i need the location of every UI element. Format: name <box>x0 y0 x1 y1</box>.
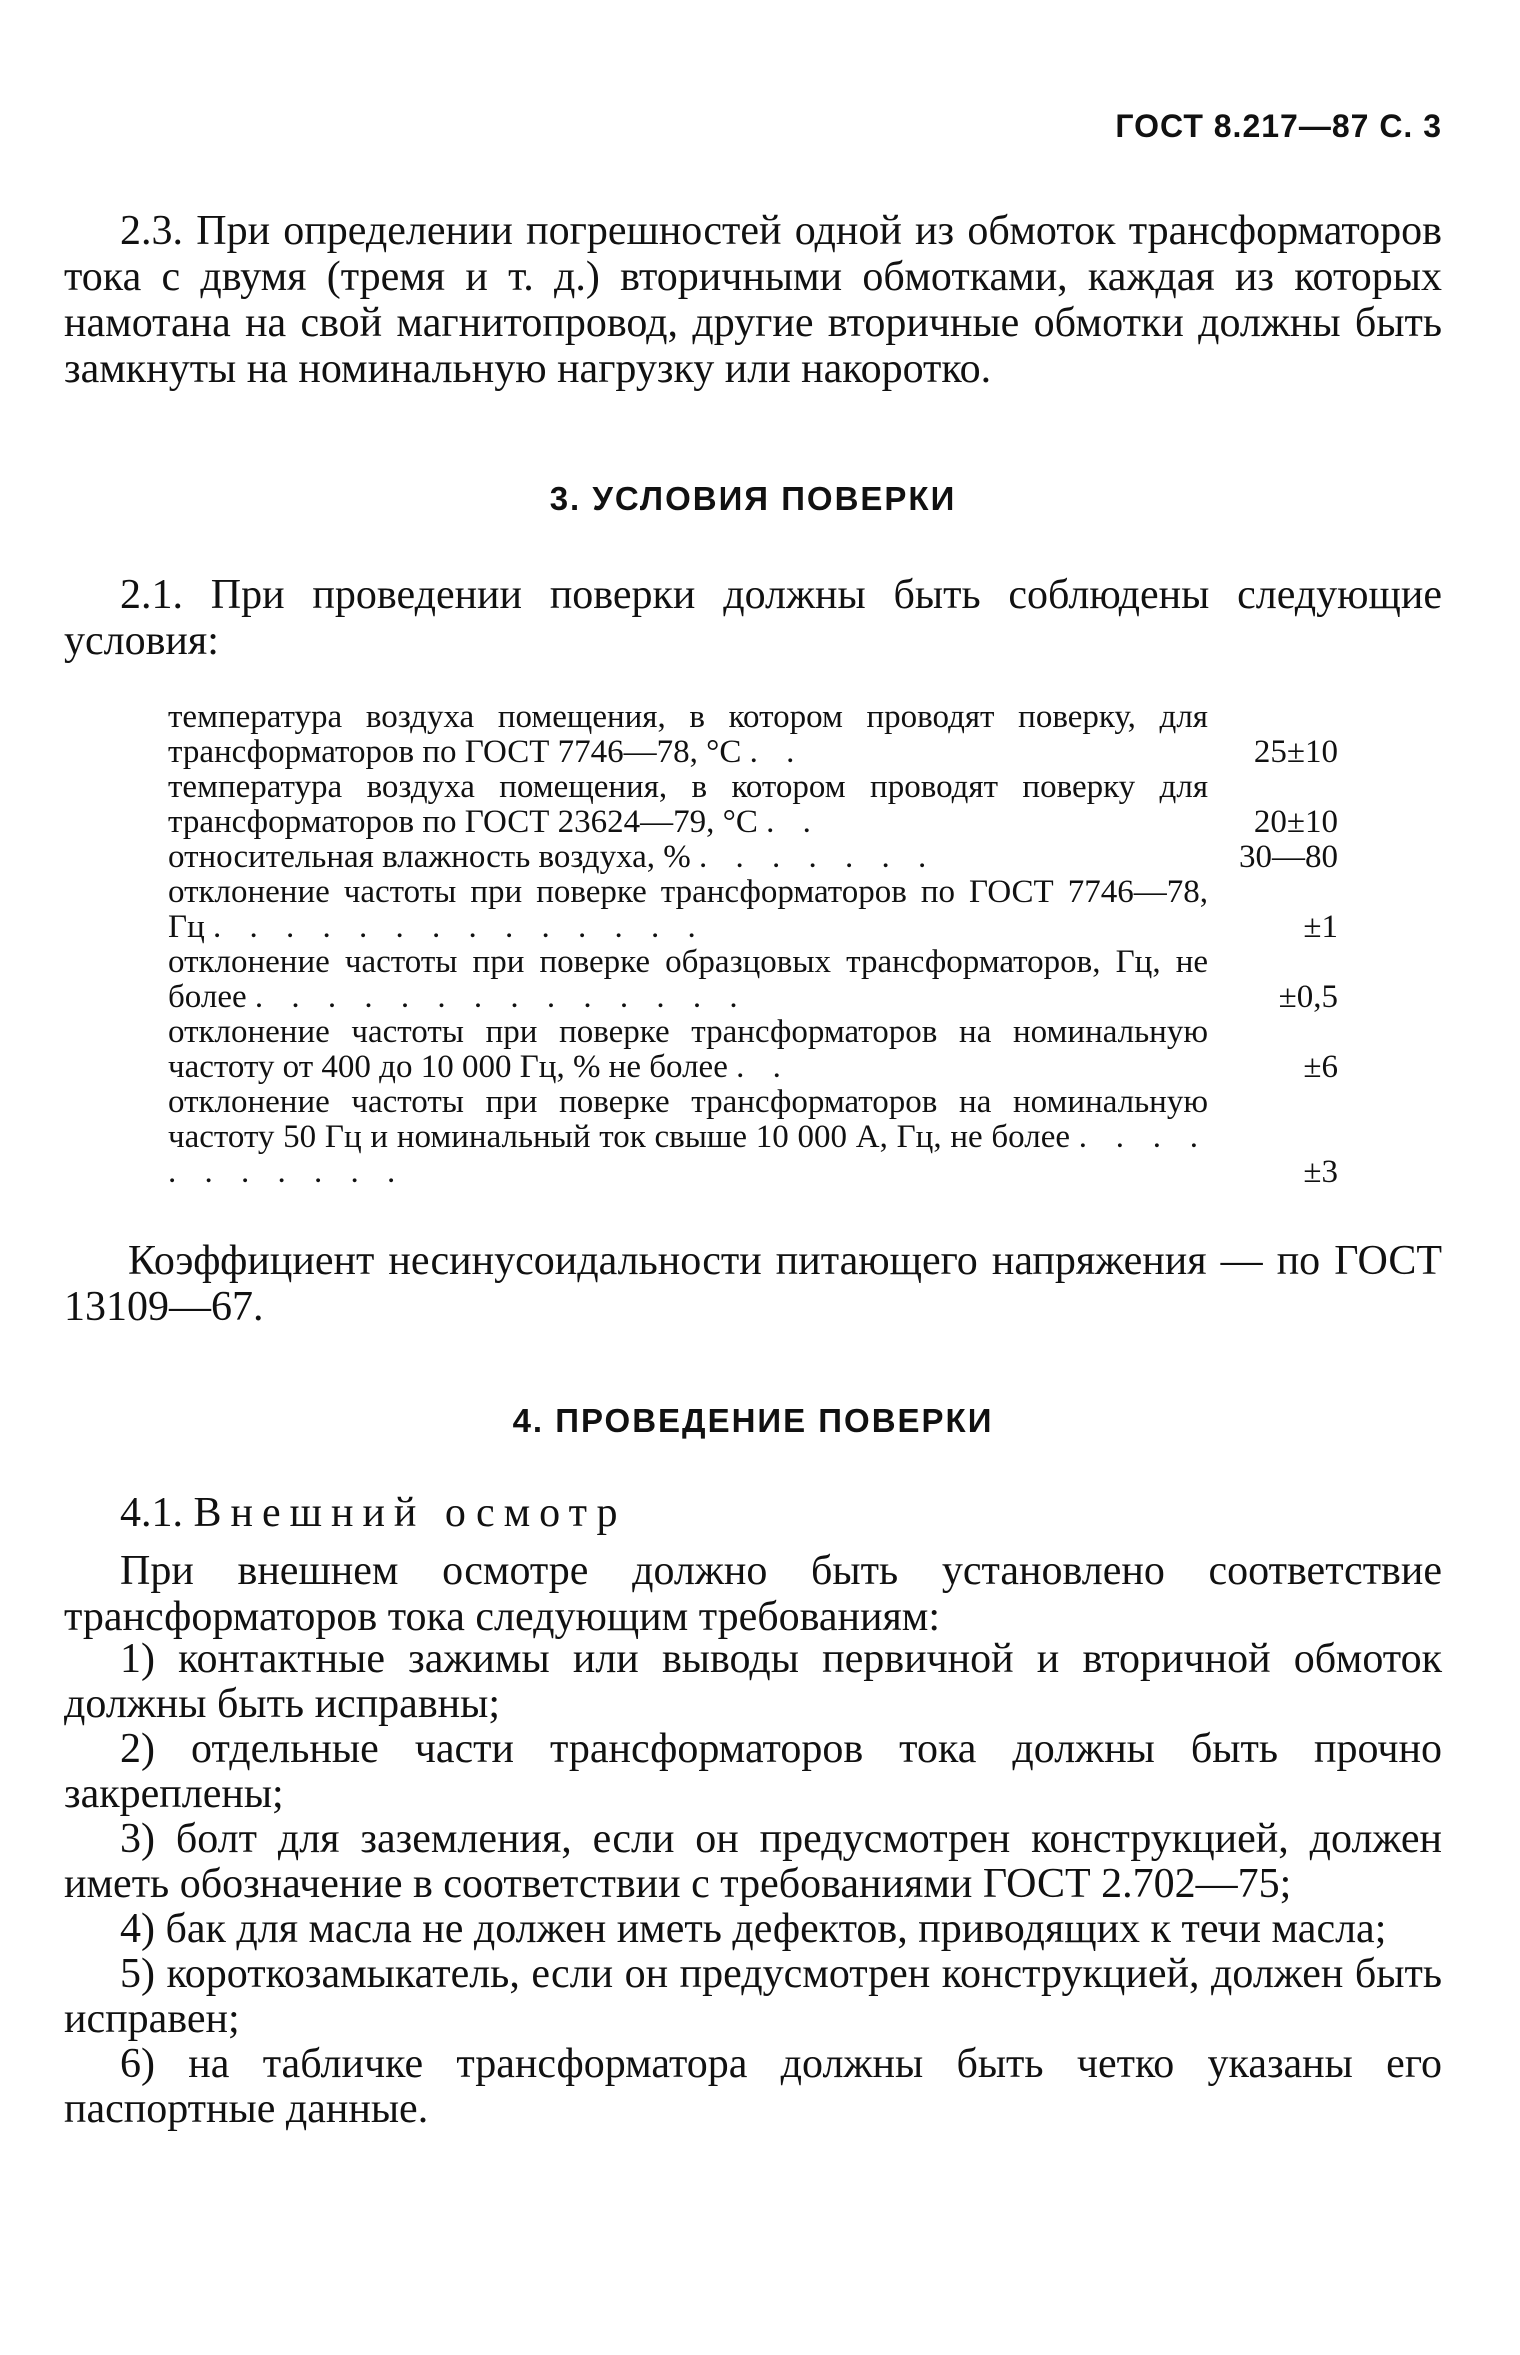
condition-value: 30—80 <box>1239 839 1338 875</box>
condition-row <box>168 875 1338 945</box>
subsection-title: Внешний осмотр <box>193 1490 627 1536</box>
leader-dots: . . . . . . . . . . . . . . <box>254 979 748 1015</box>
condition-row <box>168 840 1338 875</box>
condition-row <box>168 945 1338 1015</box>
subsection-4-1-heading <box>64 1490 1442 1536</box>
conditions-table <box>168 700 1338 1190</box>
condition-row <box>168 1015 1338 1085</box>
list-item: 2) отдельные части трансформаторов тока должны быть прочно закреплены; <box>64 1726 1442 1817</box>
condition-value: 25±10 <box>1253 734 1338 770</box>
section-3-title <box>64 480 1442 518</box>
condition-value: ±1 <box>1303 909 1338 945</box>
leader-dots: . . <box>736 1049 791 1085</box>
requirements-list <box>64 1637 1442 2132</box>
leader-dots: . . <box>766 804 821 840</box>
section-4-title <box>64 1402 1442 1440</box>
leader-dots: . . . . . . . . . . . . . . <box>213 909 706 945</box>
leader-dots: . . . . . . . <box>699 839 937 875</box>
condition-text: отклонение частоты при поверке трансформаторов по ГОСТ 7746—78, Гц <box>168 874 1208 945</box>
condition-text: отклонение частоты при поверке образцовых трансформаторов, Гц, не более <box>168 944 1208 1015</box>
condition-row <box>168 700 1338 770</box>
condition-text: температура воздуха помещения, в котором проводят поверку, для трансформаторов по ГОСТ 7746—78, °С <box>168 699 1208 770</box>
list-item: 6) на табличке трансформатора должны быть четко указаны его паспортные данные. <box>64 2041 1442 2132</box>
condition-row <box>168 1085 1338 1190</box>
condition-text: относительная влажность воздуха, % <box>168 839 691 875</box>
condition-text: отклонение частоты при поверке трансформаторов на номинальную частоту 50 Гц и номинальный ток свыше 10 000 А, Гц, не более <box>168 1084 1208 1155</box>
condition-value: ±6 <box>1303 1049 1338 1085</box>
condition-row <box>168 770 1338 840</box>
paragraph-4-1: При внешнем осмотре должно быть установлено соответствие трансформаторов тока следующим требованиям: <box>64 1548 1442 1640</box>
condition-value: ±0,5 <box>1278 979 1338 1015</box>
leader-dots: . . . . . . . . . . . <box>168 1119 1209 1190</box>
leader-dots: . . <box>749 734 805 770</box>
condition-value: 20±10 <box>1253 804 1338 840</box>
section-4-heading: 4. ПРОВЕДЕНИЕ ПОВЕРКИ <box>512 1402 994 1439</box>
list-item: 4) бак для масла не должен иметь дефектов, приводящих к течи масла; <box>120 1906 1387 1952</box>
list-item: 5) короткозамыкатель, если он предусмотрен конструкцией, должен быть исправен; <box>64 1951 1442 2042</box>
subsection-number: 4.1. <box>120 1490 183 1536</box>
paragraph-2-3: 2.3. При определении погрешностей одной из обмоток трансформаторов тока с двумя (тремя и т. д.) вторичными обмотками, каждая из которых намотана на свой магнитопровод, другие вторичные обмотки должны быть замкнуты на номинальную нагрузку или накоротко. <box>64 208 1442 392</box>
condition-value: ±3 <box>1303 1154 1338 1190</box>
running-header: ГОСТ 8.217—87 С. 3 <box>1115 108 1442 144</box>
paragraph-3-1: 2.1. При проведении поверки должны быть соблюдены следующие условия: <box>64 572 1442 664</box>
list-item: 1) контактные зажимы или выводы первичной и вторичной обмоток должны быть исправны; <box>64 1636 1442 1727</box>
condition-text: отклонение частоты при поверке трансформаторов на номинальную частоту от 400 до 10 000 Гц, % не более <box>168 1014 1208 1085</box>
paragraph-coefficient: Коэффициент несинусоидальности питающего напряжения — по ГОСТ 13109—67. <box>64 1238 1442 1330</box>
list-item: 3) болт для заземления, если он предусмотрен конструкцией, должен иметь обозначение в соответствии с требованиями ГОСТ 2.702—75; <box>64 1816 1442 1907</box>
condition-text: температура воздуха помещения, в котором проводят поверку для трансформаторов по ГОСТ 23624—79, °С <box>168 769 1208 840</box>
section-3-heading: 3. УСЛОВИЯ ПОВЕРКИ <box>549 480 957 517</box>
